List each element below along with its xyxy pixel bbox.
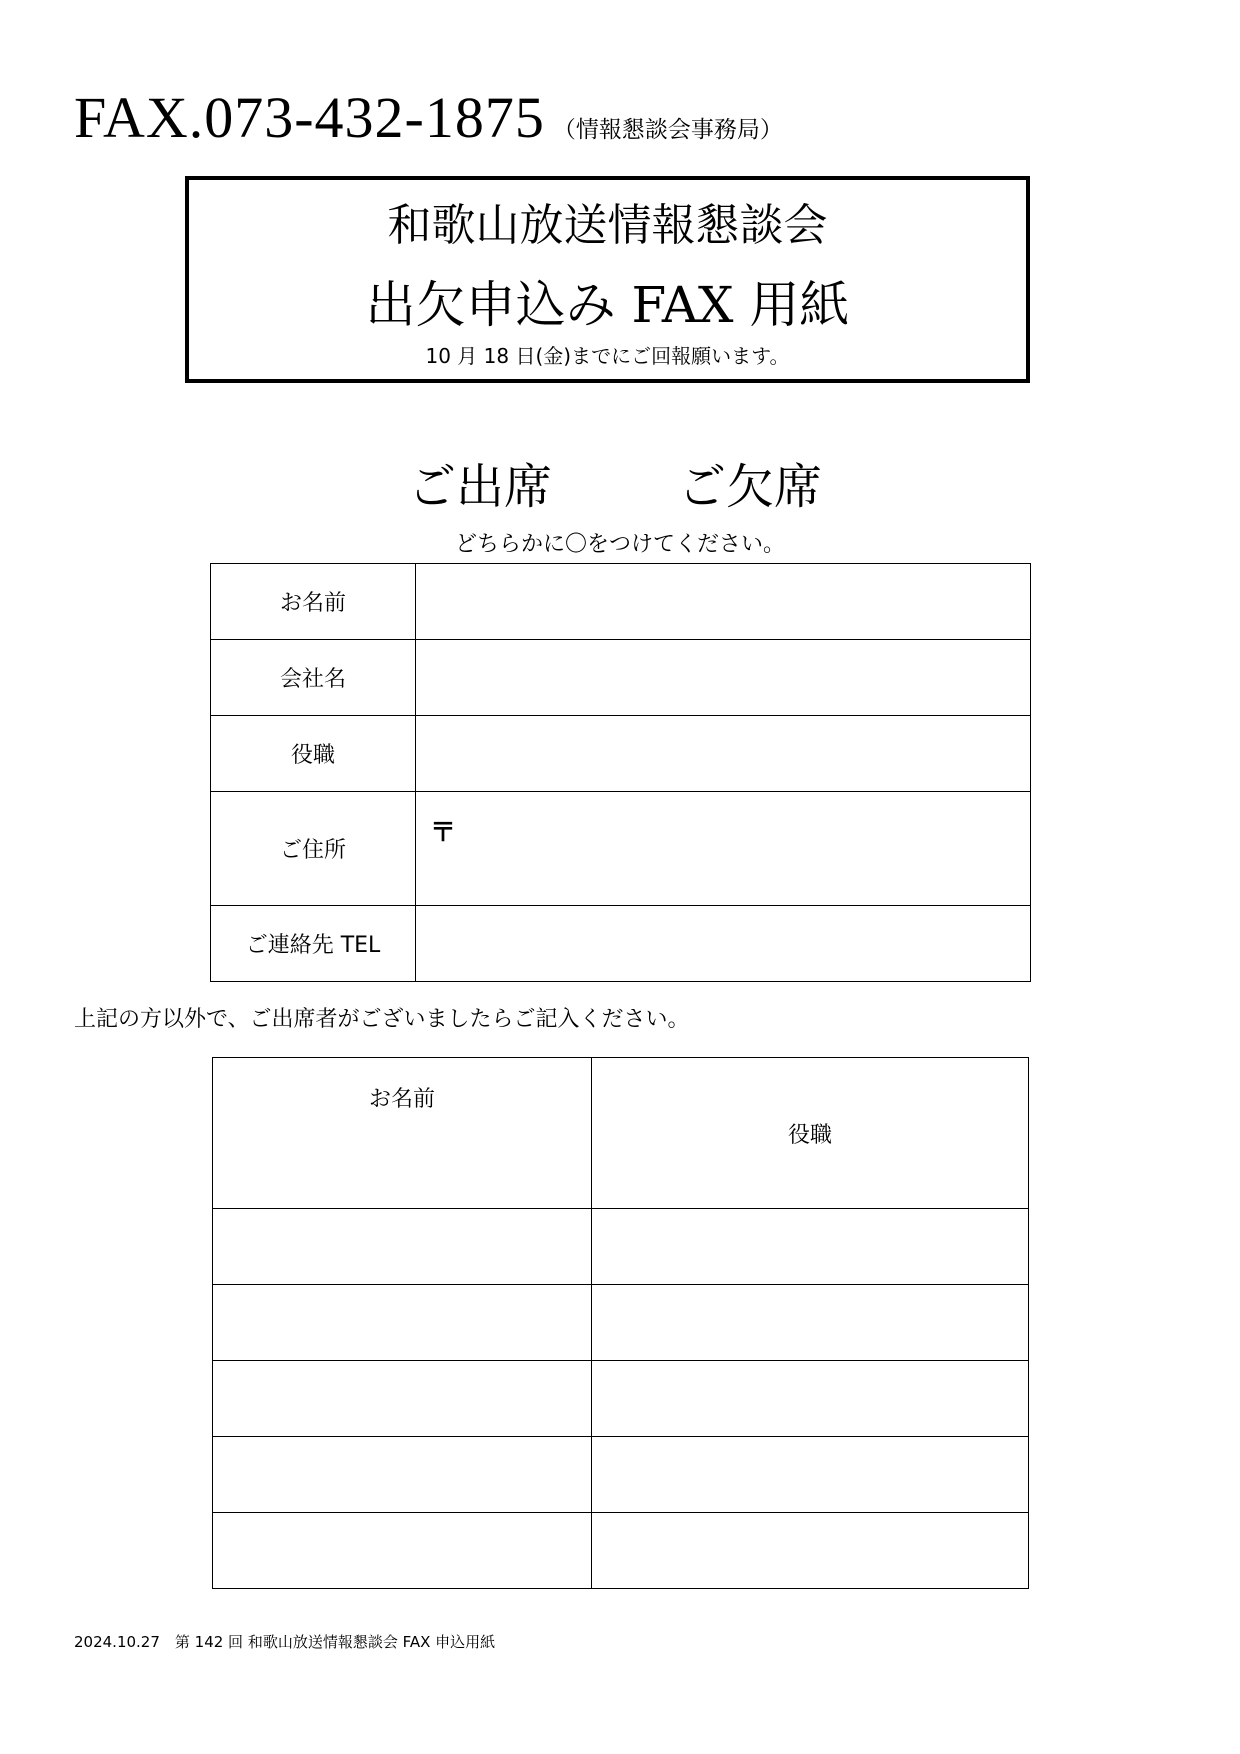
additional-title-field[interactable]	[592, 1361, 1029, 1437]
company-label: 会社名	[211, 640, 416, 716]
additional-title-field[interactable]	[592, 1285, 1029, 1361]
job-title-label: 役職	[211, 716, 416, 792]
applicant-info-table	[210, 563, 1031, 982]
additional-attendees-note: 上記の方以外で、ご出席者がございましたらご記入ください。	[74, 1007, 690, 1032]
additional-attendees-table	[212, 1057, 1029, 1589]
company-row	[211, 640, 1031, 716]
reply-deadline: 10 月 18 日(金)までにご回報願います。	[425, 344, 790, 368]
name-field[interactable]	[416, 564, 1031, 640]
job-title-row	[211, 716, 1031, 792]
additional-name-field[interactable]	[213, 1285, 592, 1361]
additional-name-field[interactable]	[213, 1361, 592, 1437]
table-row	[213, 1209, 1029, 1285]
additional-header-row	[213, 1058, 1029, 1209]
attendance-instruction: どちらかに〇をつけてください。	[454, 532, 785, 557]
attendance-options	[0, 455, 1240, 525]
additional-name-field[interactable]	[213, 1209, 592, 1285]
additional-name-header	[213, 1058, 592, 1209]
fax-header	[74, 84, 783, 151]
additional-title-header: 役職	[592, 1058, 1029, 1209]
table-row	[213, 1361, 1029, 1437]
tel-row	[211, 906, 1031, 982]
fax-number: FAX.073-432-1875	[74, 85, 545, 150]
name-row	[211, 564, 1031, 640]
form-subtitle: 出欠申込み FAX 用紙	[365, 276, 850, 334]
additional-name-header-text: お名前	[368, 1087, 435, 1112]
tel-label: ご連絡先 TEL	[211, 906, 416, 982]
additional-title-field[interactable]	[592, 1437, 1029, 1513]
title-box	[185, 176, 1030, 383]
tel-field[interactable]	[416, 906, 1031, 982]
fax-office: （情報懇談会事務局）	[552, 117, 783, 143]
address-label: ご住所	[211, 792, 416, 906]
name-label: お名前	[211, 564, 416, 640]
address-row	[211, 792, 1031, 906]
additional-title-field[interactable]	[592, 1209, 1029, 1285]
additional-title-field[interactable]	[592, 1513, 1029, 1589]
form-title: 和歌山放送情報懇談会	[387, 200, 828, 251]
table-row	[213, 1285, 1029, 1361]
attend-option[interactable]: ご出席	[408, 459, 553, 515]
absent-option[interactable]: ご欠席	[678, 459, 823, 515]
address-field[interactable]	[416, 792, 1031, 906]
page-footer: 2024.10.27 第 142 回 和歌山放送情報懇談会 FAX 申込用紙	[74, 1633, 496, 1651]
table-row	[213, 1437, 1029, 1513]
job-title-field[interactable]	[416, 716, 1031, 792]
postal-mark-icon: 〒	[430, 818, 457, 848]
additional-name-field[interactable]	[213, 1513, 592, 1589]
table-row	[213, 1513, 1029, 1589]
additional-name-field[interactable]	[213, 1437, 592, 1513]
company-field[interactable]	[416, 640, 1031, 716]
